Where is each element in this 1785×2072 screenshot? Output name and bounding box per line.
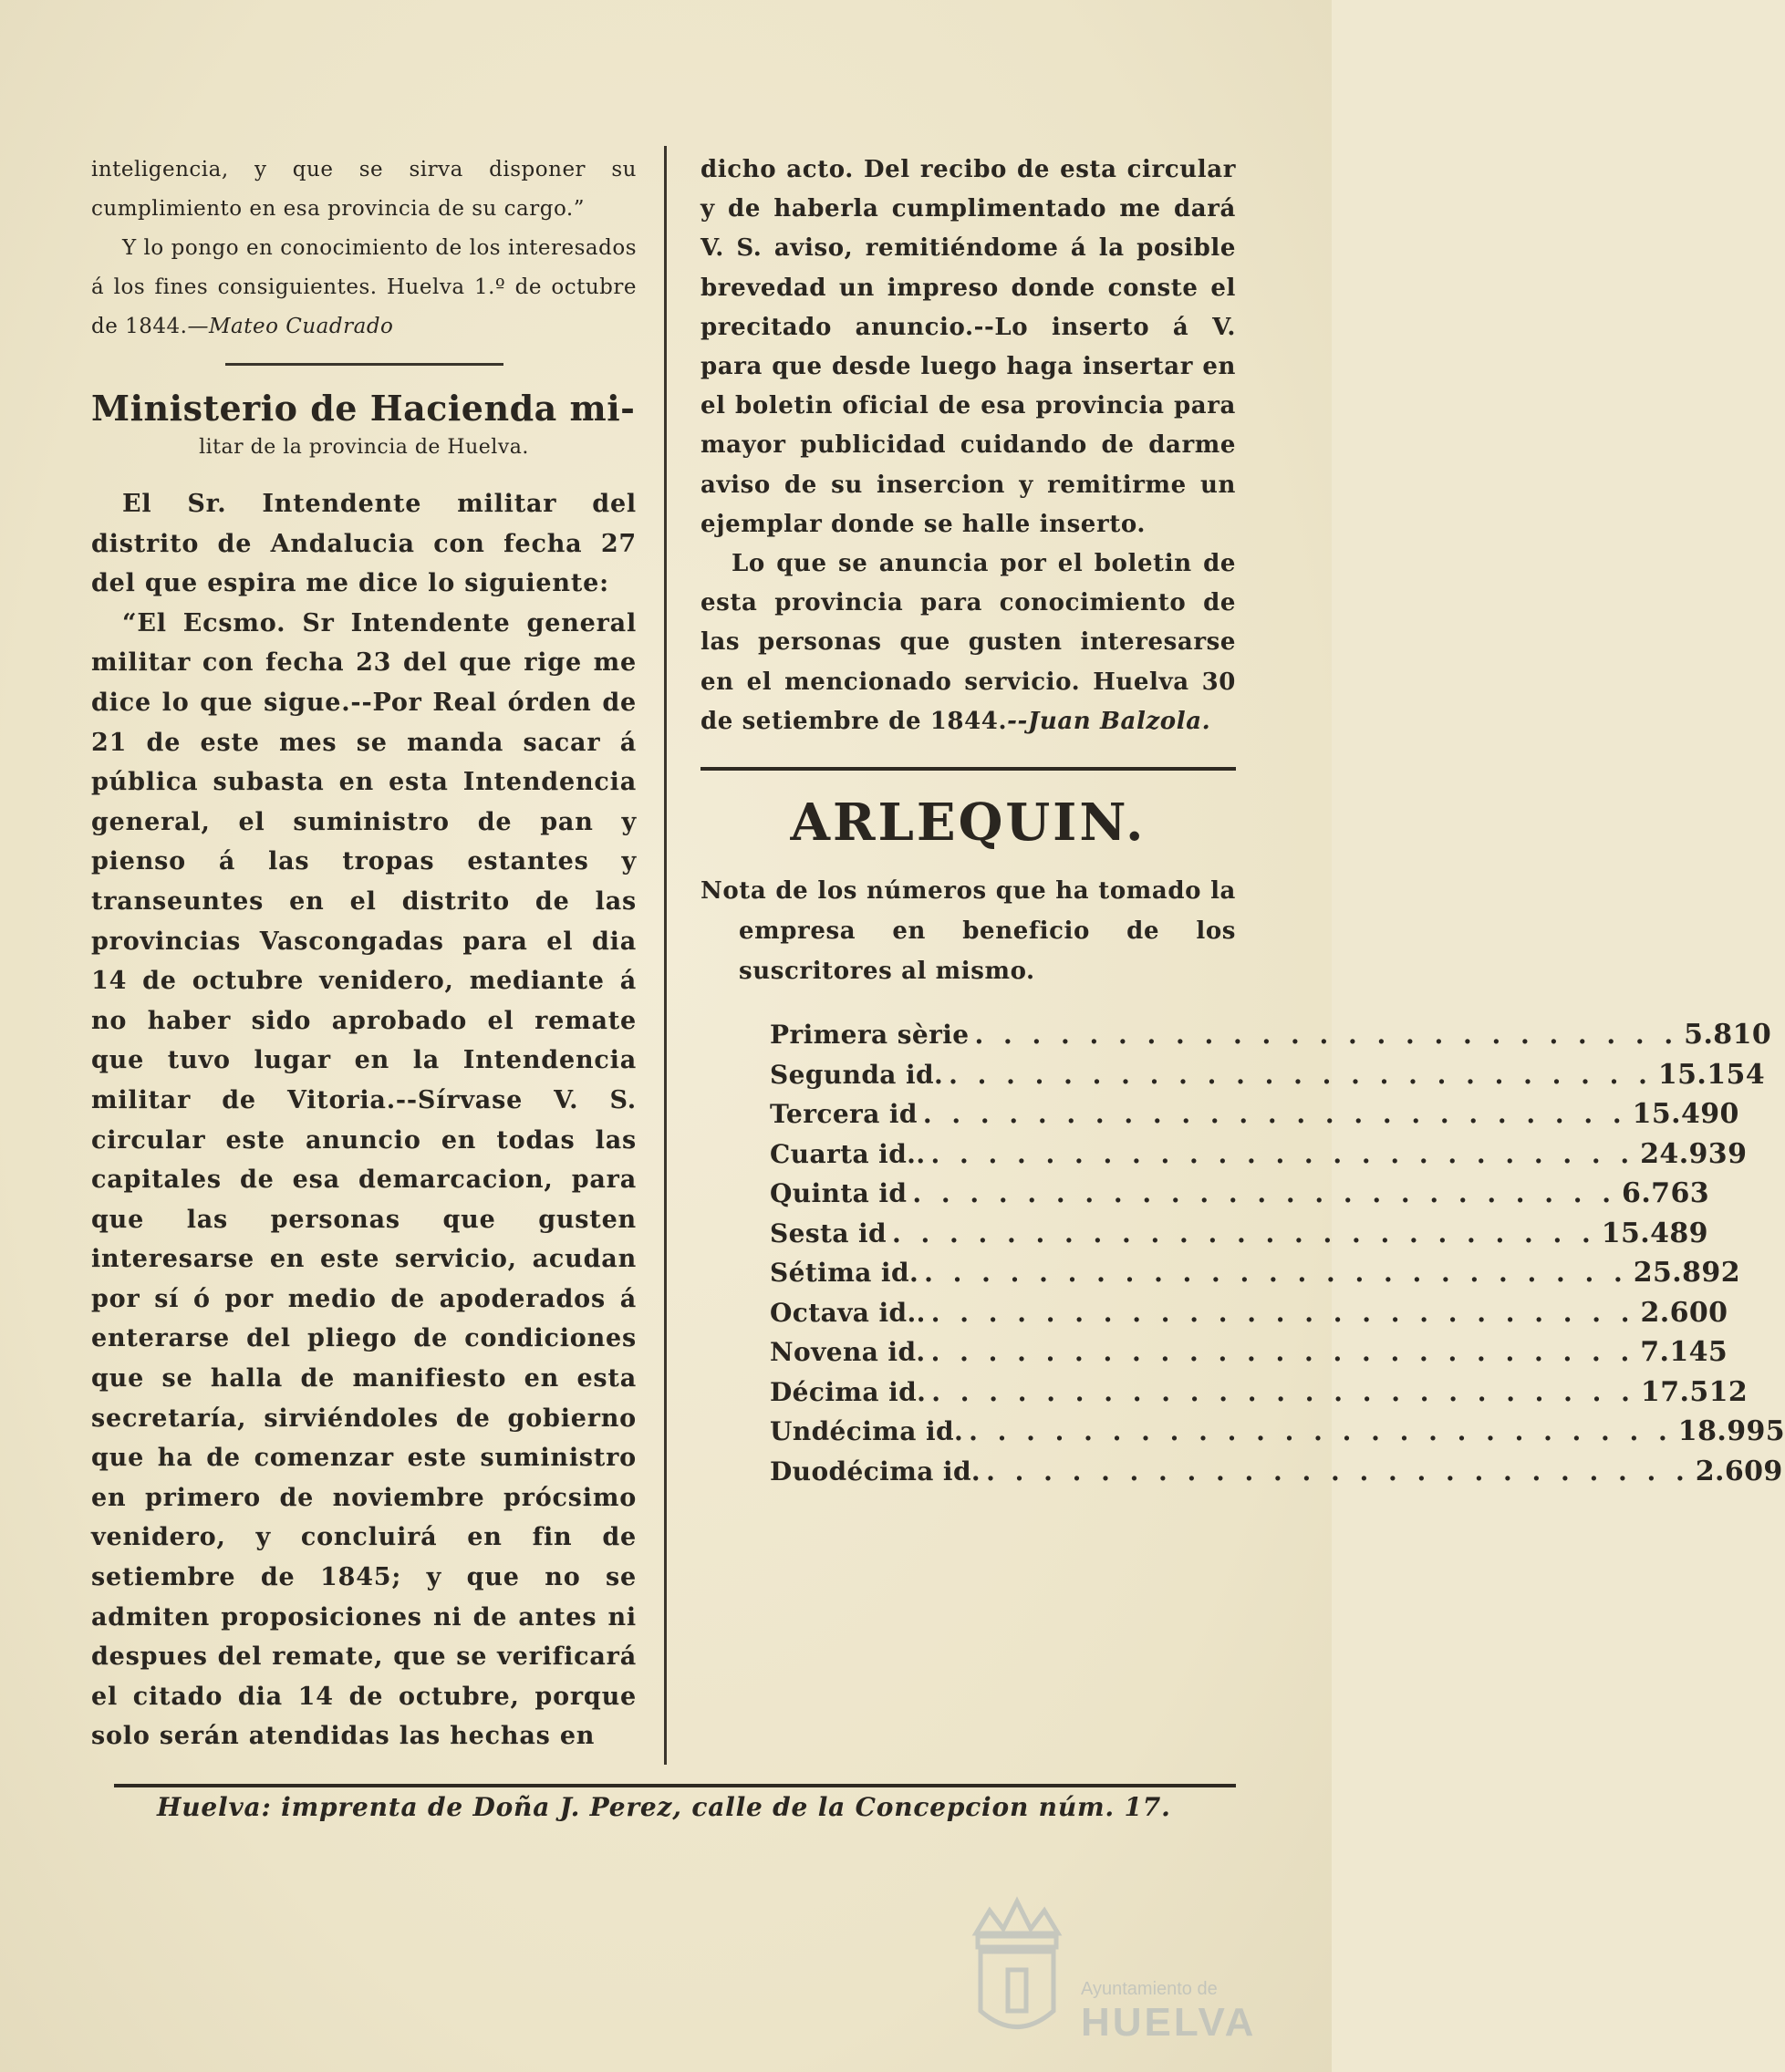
result-value: 15.154: [1657, 1058, 1766, 1091]
result-leader-dots: . . . . . . . . . . . . . . . . . . . . . . . . .: [974, 1020, 1679, 1051]
result-label: Primera sèrie: [770, 1020, 970, 1051]
result-label: Undécima id.: [770, 1416, 964, 1447]
body-paragraph-2: “El Ecsmo. Sr Intendente general militar con fecha 23 del que rige me dice lo que sigue.--Por Real órden de 21 de este mes se manda sacar á pública subasta en esta Intendencia general, el suministro de pan y pienso á las tropas estantes y transeuntes en el distrito de las provincias Vascongadas para el dia 14 de octubre venidero, mediante á no haber sido aprobado el remate que tuvo lugar en la Intendencia militar de Vitoria.--Sírvase V. S. circular este anuncio en todas las capitales de esa demarcacion, para que las personas que gusten interesarse en este servicio, acudan por sí ó por medio de apoderados á enterarse del pliego de condiciones que se halla de manifiesto en esta secretaría, sirviéndoles de gobierno que ha de comenzar este suministro en primero de noviembre prócsimo venidero, y concluirá en fin de setiembre de 1845; y que no se admiten proposiciones ni de antes ni despues del remate, que se verificará el citado dia 14 de octubre, porque solo serán atendidas las hechas en: [91, 608, 637, 1751]
footer-imprint: Huelva: imprenta de Doña J. Perez, calle de la Concepcion núm. 17.: [157, 1792, 1171, 1822]
result-value: 25.892: [1633, 1257, 1740, 1290]
result-leader-dots: . . . . . . . . . . . . . . . . . . . . . . . . .: [986, 1456, 1690, 1487]
result-value: 24.939: [1640, 1137, 1748, 1170]
result-value: 5.810: [1684, 1019, 1772, 1052]
result-row: [770, 1098, 1739, 1138]
result-label: Décima id.: [770, 1376, 927, 1407]
arlequin-rule: [701, 767, 1236, 771]
result-value: 6.763: [1622, 1177, 1709, 1210]
result-leader-dots: . . . . . . . . . . . . . . . . . . . . . . . . .: [922, 1099, 1627, 1130]
top-signature: —Mateo Cuadrado: [187, 315, 394, 338]
result-leader-dots: . . . . . . . . . . . . . . . . . . . . . . . . .: [930, 1337, 1635, 1368]
result-leader-dots: . . . . . . . . . . . . . . . . . . . . . . . . .: [930, 1297, 1635, 1328]
top-paragraph-2-text: Y lo pongo en conocimiento de los interesados á los fines consiguientes. Huelva 1.º de octubre de 1844.: [91, 236, 637, 338]
result-leader-dots: . . . . . . . . . . . . . . . . . . . . . . . . .: [924, 1258, 1628, 1289]
nota-paragraph: Nota de los números que ha tomado la empresa en beneficio de los suscritores al mismo.: [701, 877, 1236, 986]
section-rule: [225, 363, 503, 366]
watermark-line-2: HUELVA: [1081, 2000, 1257, 2045]
result-row: [770, 1375, 1749, 1416]
result-row: [770, 1257, 1740, 1297]
result-label: Quinta id: [770, 1178, 908, 1209]
left-column: [91, 150, 637, 1756]
result-row: [770, 1177, 1709, 1217]
result-value: 17.512: [1640, 1375, 1749, 1408]
right-paragraph-2-text: Lo que se anuncia por el boletin de esta provincia para conocimiento de las personas que gusten interesarse en el mencionado servicio. Huelva 30 de setiembre de 1844.: [701, 550, 1236, 735]
result-row: [770, 1415, 1785, 1456]
result-row: [770, 1058, 1766, 1099]
results-list: [770, 1019, 1785, 1495]
body-paragraph-1: El Sr. Intendente militar del distrito de Andalucia con fecha 27 del que espira me dice lo siguiente:: [91, 490, 637, 598]
result-label: Octava id..: [770, 1297, 926, 1328]
result-row: [770, 1296, 1728, 1337]
result-value: 18.995: [1677, 1415, 1785, 1448]
right-paragraph-1: dicho acto. Del recibo de esta circular y de haberla cumplimentado me dará V. S. aviso, remitiéndome á la posible brevedad un impreso donde conste el precitado anuncio.--Lo inserto á V. para que desde luego haga insertar en el boletin oficial de esa provincia para mayor publicidad cuidando de darme aviso de su insercion y remitirme un ejemplar donde se halle inserto.: [701, 156, 1236, 538]
watermark-logo: [958, 1892, 1286, 2047]
result-leader-dots: . . . . . . . . . . . . . . . . . . . . . . . . .: [969, 1416, 1673, 1447]
result-value: 2.600: [1640, 1296, 1728, 1329]
section-title: Ministerio de Hacienda mi-: [91, 388, 636, 429]
result-label: Sétima id.: [770, 1258, 919, 1289]
result-label: Novena id.: [770, 1337, 926, 1368]
top-paragraph-2: [91, 229, 637, 347]
result-row: [770, 1137, 1748, 1178]
result-label: Duodécima id.: [770, 1456, 981, 1487]
result-leader-dots: . . . . . . . . . . . . . . . . . . . . . . . . .: [912, 1178, 1617, 1209]
arlequin-title: ARLEQUIN.: [790, 793, 1147, 854]
result-row: [770, 1019, 1772, 1059]
result-value: 2.609: [1695, 1455, 1783, 1487]
result-value: 7.145: [1640, 1336, 1728, 1369]
result-leader-dots: . . . . . . . . . . . . . . . . . . . . . . . . .: [949, 1059, 1653, 1090]
footer-rule: [114, 1784, 1236, 1787]
top-paragraph-1: inteligencia, y que se sirva disponer su cumplimiento en esa provincia de su cargo.”: [91, 158, 637, 221]
result-leader-dots: . . . . . . . . . . . . . . . . . . . . . . . . .: [930, 1138, 1635, 1169]
result-row: [770, 1455, 1783, 1496]
result-label: Tercera id: [770, 1099, 918, 1130]
result-label: Cuarta id..: [770, 1138, 926, 1169]
crown-shield-icon: [958, 1892, 1076, 2047]
right-signature: --Juan Balzola.: [1007, 707, 1211, 735]
result-row: [770, 1336, 1728, 1376]
result-value: 15.489: [1601, 1217, 1708, 1249]
watermark-line-1: Ayuntamiento de: [1081, 1979, 1218, 1999]
result-label: Segunda id.: [770, 1059, 944, 1090]
right-paragraph-2: [701, 544, 1236, 741]
result-label: Sesta id: [770, 1217, 887, 1248]
result-leader-dots: . . . . . . . . . . . . . . . . . . . . . . . . .: [892, 1217, 1596, 1248]
right-column: [701, 150, 1785, 1495]
result-value: 15.490: [1632, 1098, 1739, 1131]
result-leader-dots: . . . . . . . . . . . . . . . . . . . . . . . . .: [931, 1376, 1635, 1407]
column-divider: [664, 146, 667, 1765]
section-subtitle: litar de la provincia de Huelva.: [199, 436, 529, 459]
result-row: [770, 1217, 1708, 1258]
